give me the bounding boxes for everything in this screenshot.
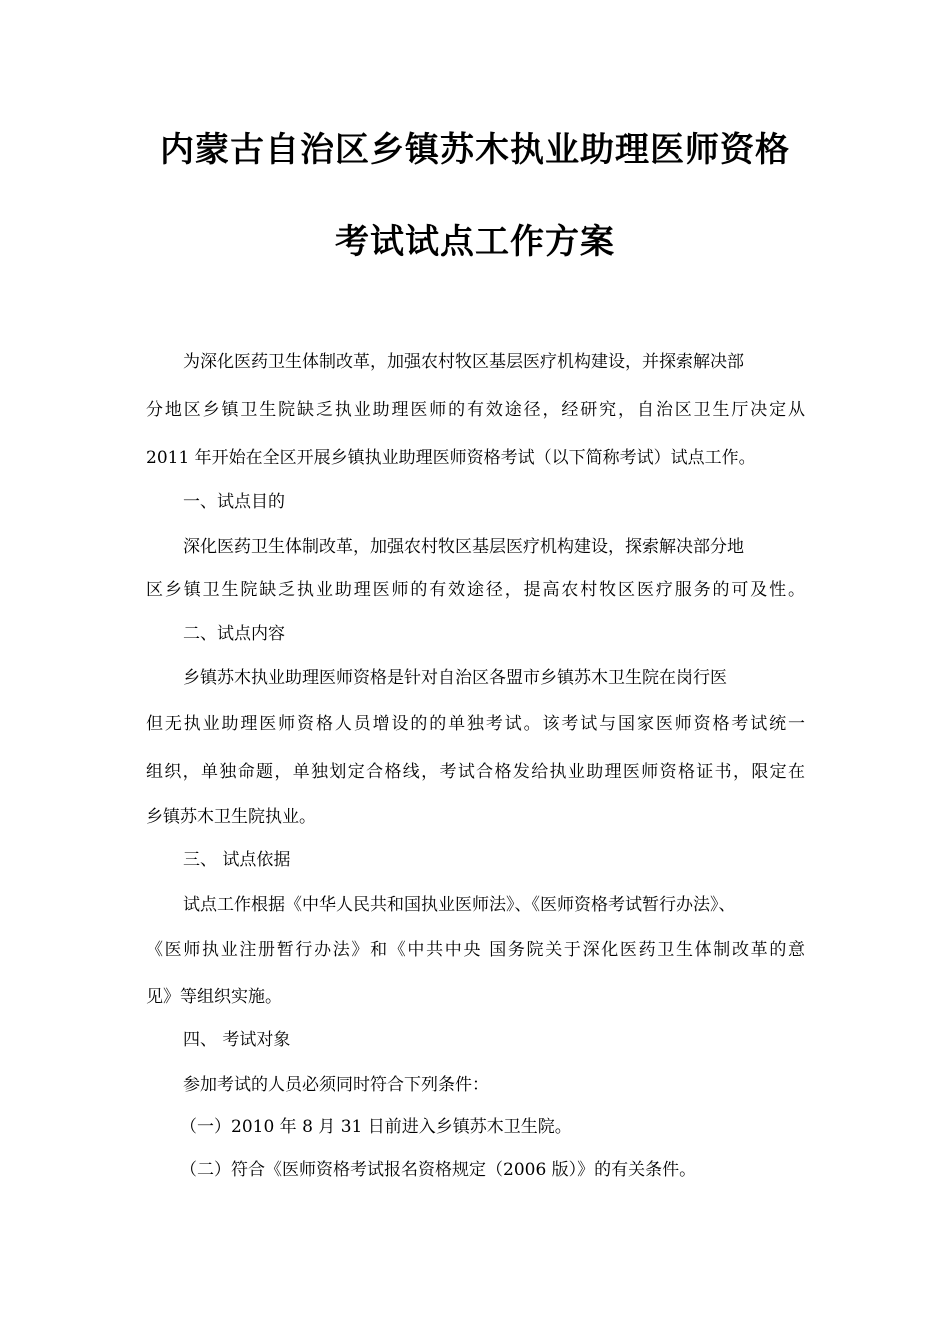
paragraph-intro-line-3: 2011 年开始在全区开展乡镇执业助理医师资格考试（以下简称考试）试点工作。 xyxy=(146,448,756,468)
paragraph-content-line-2: 但无执业助理医师资格人员增设的的单独考试。该考试与国家医师资格考试统一 xyxy=(146,714,805,734)
paragraph-content-line-1: 乡镇苏木执业助理医师资格是针对自治区各盟市乡镇苏木卫生院在岗行医 xyxy=(183,668,727,688)
paragraph-content-line-4: 乡镇苏木卫生院执业。 xyxy=(146,807,316,827)
condition-item-1: （一）2010 年 8 月 31 日前进入乡镇苏木卫生院。 xyxy=(180,1117,572,1137)
paragraph-basis-line-2: 《医师执业注册暂行办法》和《中共中央 国务院关于深化医药卫生体制改革的意 xyxy=(146,940,805,960)
section-heading-purpose: 一、试点目的 xyxy=(183,492,285,512)
document-title-line-1: 内蒙古自治区乡镇苏木执业助理医师资格 xyxy=(160,130,790,170)
paragraph-purpose-line-1: 深化医药卫生体制改革，加强农村牧区基层医疗机构建设，探索解决部分地 xyxy=(183,537,744,557)
paragraph-intro-line-1: 为深化医药卫生体制改革，加强农村牧区基层医疗机构建设，并探索解决部 xyxy=(183,352,744,372)
paragraph-candidates-intro: 参加考试的人员必须同时符合下列条件： xyxy=(183,1075,489,1095)
document-title-line-2: 考试试点工作方案 xyxy=(335,222,615,262)
section-heading-basis: 三、 试点依据 xyxy=(183,850,291,870)
condition-item-2: （二）符合《医师资格考试报名资格规定（2006 版）》的有关条件。 xyxy=(180,1160,697,1180)
paragraph-intro-line-2: 分地区乡镇卫生院缺乏执业助理医师的有效途径，经研究，自治区卫生厅决定从 xyxy=(146,400,805,420)
section-heading-content: 二、试点内容 xyxy=(183,624,285,644)
paragraph-basis-line-3: 见》等组织实施。 xyxy=(146,987,282,1007)
section-heading-candidates: 四、 考试对象 xyxy=(183,1030,291,1050)
paragraph-content-line-3: 组织，单独命题，单独划定合格线，考试合格发给执业助理医师资格证书，限定在 xyxy=(146,762,805,782)
paragraph-basis-line-1: 试点工作根据《中华人民共和国执业医师法》、《医师资格考试暂行办法》、 xyxy=(183,895,736,915)
paragraph-purpose-line-2: 区乡镇卫生院缺乏执业助理医师的有效途径，提高农村牧区医疗服务的可及性。 xyxy=(146,580,805,600)
